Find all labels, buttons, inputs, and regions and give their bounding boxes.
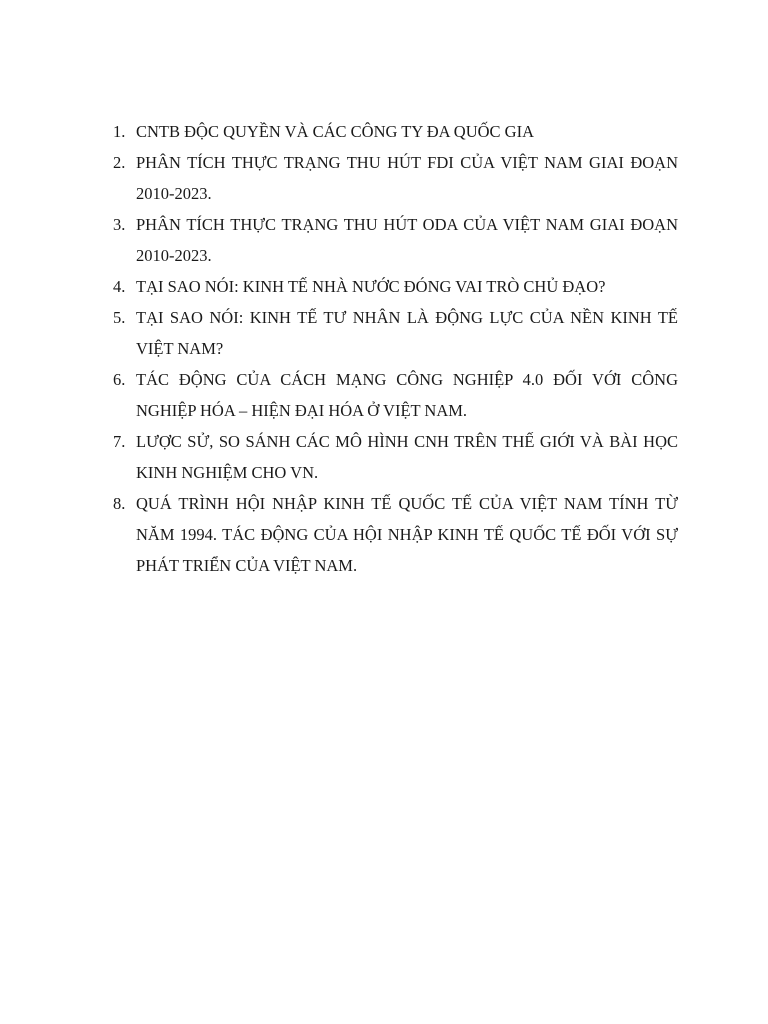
topic-number: 3. (113, 215, 126, 234)
topic-item-6 (108, 364, 678, 426)
topic-number: 4. (113, 277, 126, 296)
topic-text: CNTB ĐỘC QUYỀN VÀ CÁC CÔNG TY ĐA QUỐC GIA (136, 122, 535, 141)
topic-item-5 (108, 302, 678, 364)
topic-text: TẠI SAO NÓI: KINH TẾ NHÀ NƯỚC ĐÓNG VAI TRÒ CHỦ ĐẠO? (136, 277, 606, 296)
topic-number: 2. (113, 153, 126, 172)
topic-item-4 (108, 271, 678, 302)
topic-number: 5. (113, 308, 126, 327)
topic-text: TẠI SAO NÓI: KINH TẾ TƯ NHÂN LÀ ĐỘNG LỰC CỦA NỀN KINH TẾ VIỆT NAM? (136, 308, 678, 358)
topic-number: 8. (113, 494, 126, 513)
topic-text: TÁC ĐỘNG CỦA CÁCH MẠNG CÔNG NGHIỆP 4.0 ĐỐI VỚI CÔNG NGHIỆP HÓA – HIỆN ĐẠI HÓA Ở VIỆT NAM. (136, 370, 678, 420)
topic-number: 6. (113, 370, 126, 389)
topic-text: QUÁ TRÌNH HỘI NHẬP KINH TẾ QUỐC TẾ CỦA VIỆT NAM TÍNH TỪ NĂM 1994. TÁC ĐỘNG CỦA HỘI NHẬP KINH TẾ QUỐC TẾ ĐỐI VỚI SỰ PHÁT TRIỂN CỦA VIỆT NAM. (136, 494, 678, 575)
topic-text: PHÂN TÍCH THỰC TRẠNG THU HÚT ODA CỦA VIỆT NAM GIAI ĐOẠN 2010-2023. (136, 215, 678, 265)
topic-text: LƯỢC SỬ, SO SÁNH CÁC MÔ HÌNH CNH TRÊN THẾ GIỚI VÀ BÀI HỌC KINH NGHIỆM CHO VN. (136, 432, 678, 482)
topic-text: PHÂN TÍCH THỰC TRẠNG THU HÚT FDI CỦA VIỆT NAM GIAI ĐOẠN 2010-2023. (136, 153, 678, 203)
topic-number: 1. (113, 122, 126, 141)
topic-item-1 (108, 116, 678, 147)
topic-item-7 (108, 426, 678, 488)
topic-list (108, 116, 678, 581)
topic-item-3 (108, 209, 678, 271)
topic-item-8 (108, 488, 678, 581)
topic-item-2 (108, 147, 678, 209)
topic-number: 7. (113, 432, 126, 451)
